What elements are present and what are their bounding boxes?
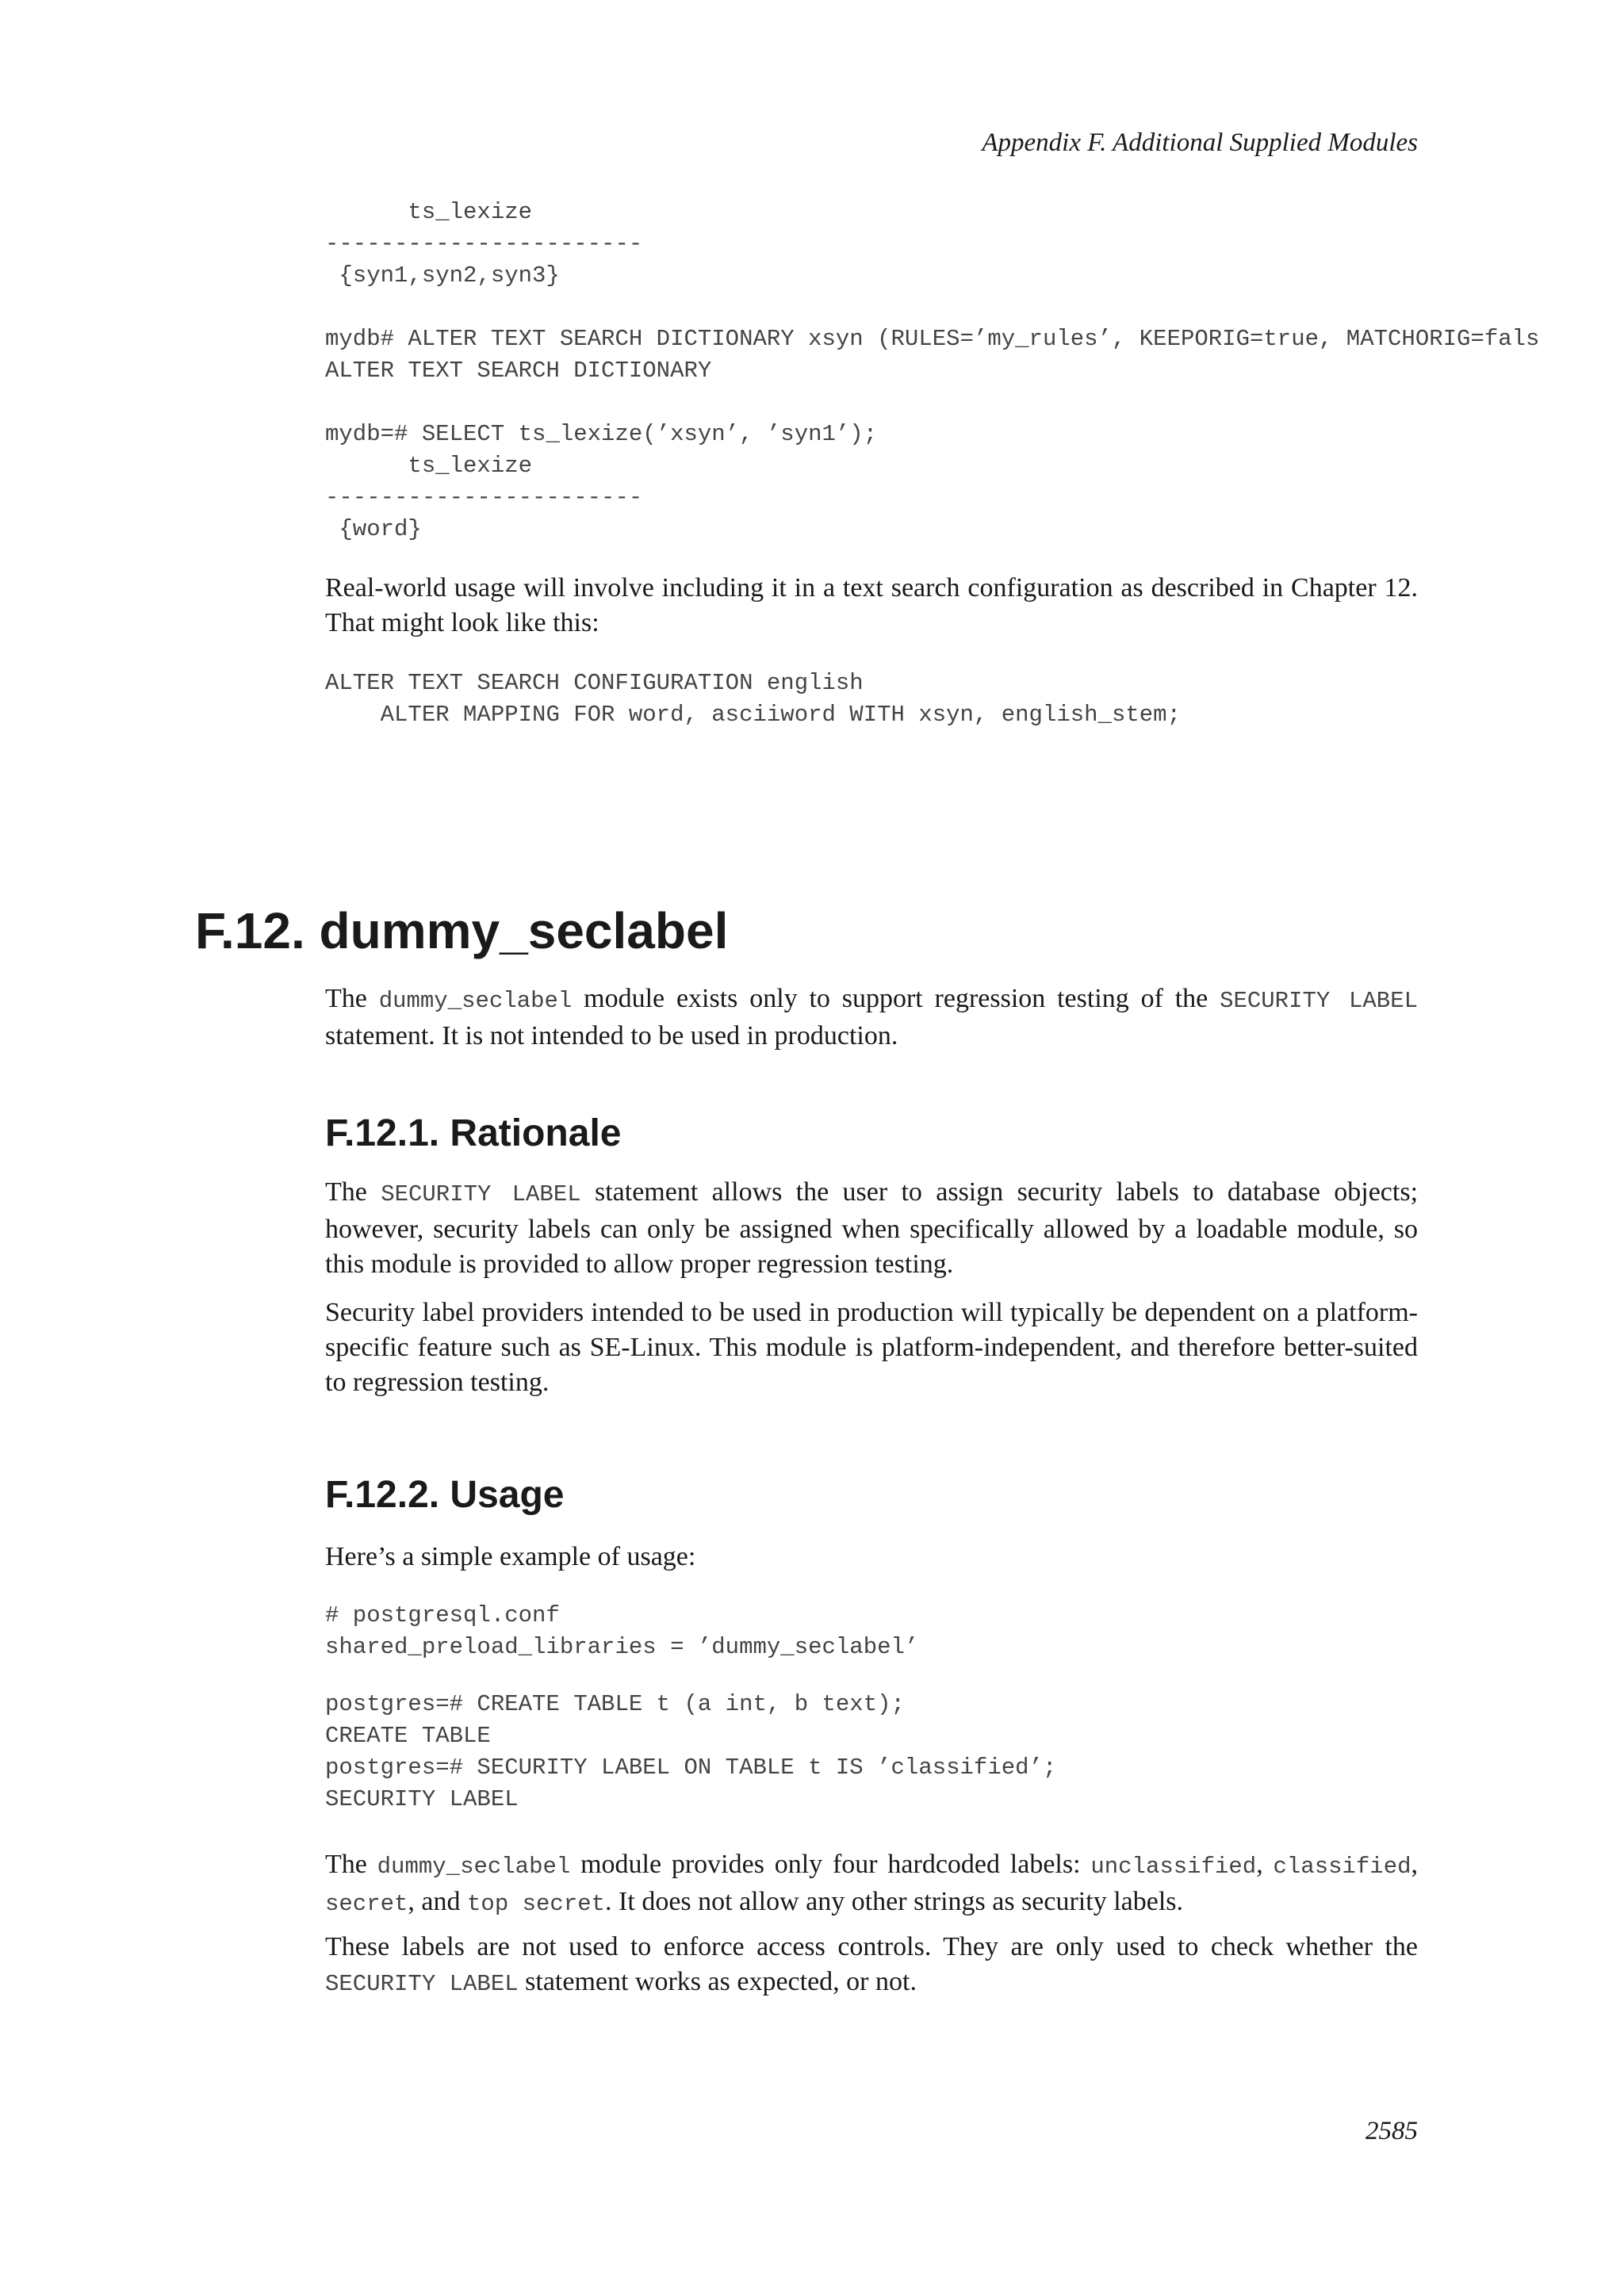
inline-code: dummy_seclabel: [378, 988, 573, 1014]
section-heading: F.12. dummy_seclabel: [195, 902, 729, 959]
subsection-heading-usage: F.12.2. Usage: [325, 1474, 565, 1516]
page-number: 2585: [1365, 2117, 1418, 2145]
inline-code: unclassified: [1090, 1854, 1257, 1880]
code-block-lexize-select: mydb=# SELECT ts_lexize(’xsyn’, ’syn1’); ts_lexize ----------------------- {word}: [325, 421, 878, 542]
paragraph-usage-intro: Here’s a simple example of usage:: [325, 1542, 696, 1571]
paragraph-enforce: These labels are not used to enforce access controls. They are only used to check whether the SECURITY LABEL statement works as expected, or not.: [325, 1932, 1418, 1997]
paragraph-rationale-1: The SECURITY LABEL statement allows the user to assign security labels to database objects; however, security labels can only be assigned when specifically allowed by a loadable module, so this module is provided to allow proper regression testing.: [325, 1177, 1419, 1279]
code-block-postgresql-conf: # postgresql.conf shared_preload_libraries = ’dummy_seclabel’: [325, 1602, 919, 1660]
code-block-psql-session: postgres=# CREATE TABLE t (a int, b text); CREATE TABLE postgres=# SECURITY LABEL ON TABLE t IS ’classified’; SECURITY LABEL: [325, 1691, 1057, 1812]
inline-code: classified: [1273, 1854, 1411, 1880]
code-block-alter-dictionary: mydb# ALTER TEXT SEARCH DICTIONARY xsyn (RULES=’my_rules’, KEEPORIG=true, MATCHORIG=fals ALTER TEXT SEARCH DICTIONARY: [325, 326, 1540, 384]
paragraph-labels: The dummy_seclabel module provides only four hardcoded labels: unclassified, classified, secret, and top secret. It does not allow any other strings as security labels.: [325, 1850, 1419, 1917]
inline-code: SECURITY LABEL: [1220, 988, 1419, 1014]
inline-code: SECURITY LABEL: [381, 1181, 581, 1207]
paragraph-intro: The dummy_seclabel module exists only to support regression testing of the SECURITY LABEL statement. It is not intended to be used in production.: [325, 984, 1419, 1050]
code-block-lexize-output: ts_lexize ----------------------- {syn1,syn2,syn3}: [325, 199, 643, 289]
paragraph-real-world: Real-world usage will involve including it in a text search configuration as described in Chapter 12. That might look like this:: [325, 573, 1418, 637]
paragraph-rationale-2: Security label providers intended to be used in production will typically be dependent on a platform-specific feature such as SE-Linux. This module is platform-independent, and therefore better-suited to regression testing.: [325, 1298, 1418, 1397]
inline-code: secret: [325, 1891, 408, 1917]
inline-code: dummy_seclabel: [377, 1854, 571, 1880]
inline-code: top secret: [467, 1891, 606, 1917]
subsection-heading-rationale: F.12.1. Rationale: [325, 1112, 622, 1154]
running-header: Appendix F. Additional Supplied Modules: [982, 128, 1418, 157]
code-block-alter-configuration: ALTER TEXT SEARCH CONFIGURATION english ALTER MAPPING FOR word, asciiword WITH xsyn, english_stem;: [325, 670, 1181, 728]
inline-code: SECURITY LABEL: [325, 1971, 519, 1997]
